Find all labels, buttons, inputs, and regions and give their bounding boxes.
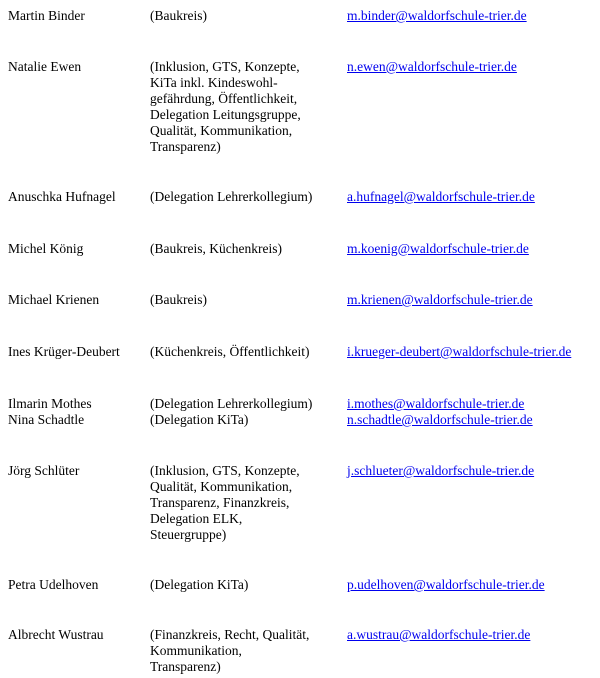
contact-role	[150, 344, 332, 360]
contact-role-line: (Baukreis)	[150, 8, 207, 23]
email-link[interactable]: i.krueger-deubert@waldorfschule-trier.de	[347, 344, 572, 359]
contact-email	[347, 344, 571, 360]
contact-role	[150, 8, 332, 24]
contact-name-line: Martin Binder	[8, 8, 85, 23]
contact-role	[150, 577, 332, 593]
contact-role-line: Transparenz, Finanzkreis,	[150, 495, 290, 510]
contact-role-line: Delegation Leitungsgruppe,	[150, 107, 301, 122]
contact-role	[150, 241, 332, 257]
contact-name	[8, 344, 120, 360]
contact-role-line: Qualität, Kommunikation,	[150, 479, 293, 494]
contact-name-line: Jörg Schlüter	[8, 463, 80, 478]
contact-name-line: Petra Udelhoven	[8, 577, 99, 592]
contact-role-line: Delegation ELK,	[150, 511, 243, 526]
contact-name	[8, 59, 81, 75]
contact-role-line: (Baukreis, Küchenkreis)	[150, 241, 282, 256]
contact-name	[8, 241, 83, 257]
contact-role-line: Kommunikation,	[150, 643, 242, 658]
contact-email	[347, 396, 533, 428]
contact-role	[150, 627, 332, 675]
email-link[interactable]: a.hufnagel@waldorfschule-trier.de	[347, 189, 535, 204]
contact-name-line: Michel König	[8, 241, 84, 256]
contact-role-line: Transparenz)	[150, 139, 221, 154]
email-link[interactable]: a.wustrau@waldorfschule-trier.de	[347, 627, 531, 642]
contact-email	[347, 189, 535, 205]
contact-role-line: (Delegation Lehrerkollegium)	[150, 396, 313, 411]
contact-role-line: KiTa inkl. Kindeswohl-	[150, 75, 278, 90]
email-link[interactable]: n.schadtle@waldorfschule-trier.de	[347, 412, 533, 427]
contact-name	[8, 396, 92, 428]
contact-name-line: Nina Schadtle	[8, 412, 85, 427]
contact-name	[8, 463, 79, 479]
contact-name	[8, 577, 98, 593]
email-link[interactable]: p.udelhoven@waldorfschule-trier.de	[347, 577, 545, 592]
contact-email	[347, 577, 545, 593]
contact-email	[347, 59, 517, 75]
contact-role	[150, 189, 332, 205]
contact-role	[150, 59, 332, 155]
contact-name	[8, 8, 85, 24]
contact-name-line: Ines Krüger-Deubert	[8, 344, 120, 359]
contact-email	[347, 627, 530, 643]
email-link[interactable]: m.binder@waldorfschule-trier.de	[347, 8, 527, 23]
contact-role	[150, 463, 332, 543]
email-link[interactable]: i.mothes@waldorfschule-trier.de	[347, 396, 525, 411]
email-link[interactable]: m.koenig@waldorfschule-trier.de	[347, 241, 529, 256]
contact-role-line: Qualität, Kommunikation,	[150, 123, 293, 138]
contact-name	[8, 627, 104, 643]
contact-role-line: (Finanzkreis, Recht, Qualität,	[150, 627, 310, 642]
contact-email	[347, 292, 533, 308]
contact-role-line: (Delegation KiTa)	[150, 412, 249, 427]
contact-role-line: (Delegation KiTa)	[150, 577, 249, 592]
contact-name-line: Albrecht Wustrau	[8, 627, 104, 642]
contact-role	[150, 396, 332, 428]
contact-name	[8, 189, 116, 205]
contact-name-line: Natalie Ewen	[8, 59, 82, 74]
contact-email	[347, 8, 527, 24]
email-link[interactable]: n.ewen@waldorfschule-trier.de	[347, 59, 517, 74]
contact-name-line: Anuschka Hufnagel	[8, 189, 116, 204]
contact-name	[8, 292, 99, 308]
contact-role-line: (Küchenkreis, Öffentlichkeit)	[150, 344, 310, 359]
contact-role-line: gefährdung, Öffentlichkeit,	[150, 91, 298, 106]
contact-name-line: Michael Krienen	[8, 292, 100, 307]
contact-role-line: (Baukreis)	[150, 292, 207, 307]
contact-role-line: Steuergruppe)	[150, 527, 227, 542]
contact-email	[347, 463, 534, 479]
contact-role	[150, 292, 332, 308]
contact-email	[347, 241, 529, 257]
email-link[interactable]: m.krienen@waldorfschule-trier.de	[347, 292, 533, 307]
contact-role-line: (Inklusion, GTS, Konzepte,	[150, 59, 300, 74]
contact-role-line: (Inklusion, GTS, Konzepte,	[150, 463, 300, 478]
contact-name-line: Ilmarin Mothes	[8, 396, 92, 411]
contact-role-line: (Delegation Lehrerkollegium)	[150, 189, 313, 204]
contact-role-line: Transparenz)	[150, 659, 221, 674]
email-link[interactable]: j.schlueter@waldorfschule-trier.de	[347, 463, 535, 478]
